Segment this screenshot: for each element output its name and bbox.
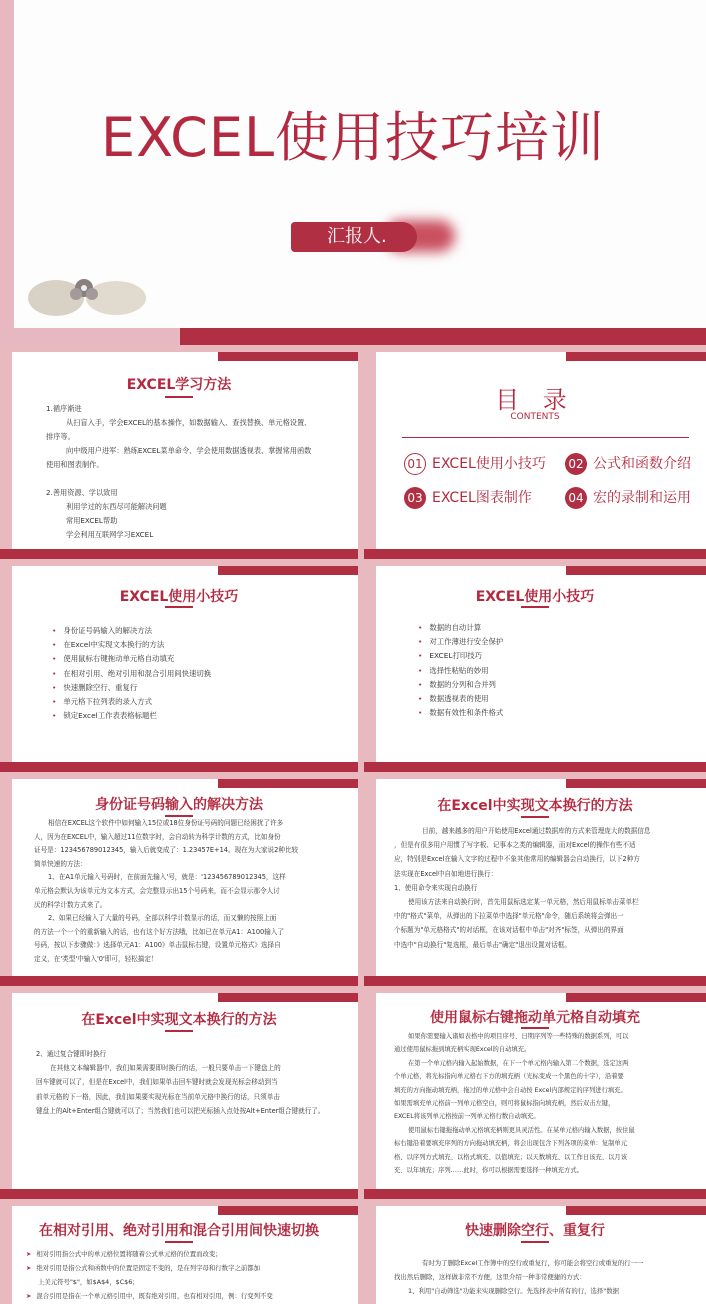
slide-remove-duplicates (364, 1206, 706, 1304)
body-line: 法实现在Excel中自如地进行换行： (394, 869, 498, 878)
body-line: 1.循序渐进 (46, 404, 82, 413)
body-line: 简单快速的方法： (34, 859, 87, 868)
toc-label: EXCEL使用小技巧 (432, 456, 546, 472)
slide-band-top (218, 352, 358, 361)
toc-label: 宏的录制和运用 (593, 490, 691, 506)
body-line: 如果你需要输入诸如表格中的项目序号、日期序列等一些特殊的数据系列，可以 (408, 1033, 629, 1040)
slide-text-wrap-1 (364, 779, 706, 986)
list-item: • 数据透视表的使用 (418, 692, 698, 706)
slide-band-bottom (364, 1189, 706, 1199)
list-item: • 数据的分列和合并列 (418, 678, 698, 692)
body-line: EXCEL将该列单元格按前一列单元格行数自动填充。 (394, 1113, 540, 1121)
reporter-badge: 汇报人. (291, 222, 417, 252)
body-line: 有时为了删除Excel工作簿中的空行或重复行，你可能会将空行或重复的行一一 (422, 1259, 644, 1267)
title-underline (165, 1030, 193, 1032)
body-line: 目前，越来越多的用户开始使用Excel通过数据库的方式来管理庞大的数据信息 (422, 827, 651, 835)
body-line: 从扫盲入手，学会EXCEL的基本操作，如数据输入、查找替换、单元格设置、 (66, 418, 312, 427)
body-line: 厌的科学计数方式来了。 (34, 900, 107, 909)
slide-contents (364, 352, 706, 559)
title-underline (165, 396, 193, 398)
body-line: 找出然后删除，这样做非常不方便，这里介绍一种非常便捷的方式： (394, 1273, 586, 1281)
list-item: • 身份证号码输入的解决方法 (52, 624, 352, 638)
body-line: 格、以序列方式填充、以格式填充、以值填充；以天数填充、以工作日该充、以月该 (394, 1153, 627, 1161)
slide-title: EXCEL使用小技巧 (119, 589, 239, 605)
body-line: 的方法一个一个的重新输入的话，也有这个好方法哦，比如已在单元A1：A100输入了 (34, 927, 284, 936)
list-item: • 单元格下拉列表的录入方式 (52, 695, 352, 709)
slide-learning-methods (0, 352, 358, 559)
body-line: 中的"格式"菜单，从弹出的下拉菜单中选择"单元格"命令，随后系统将会弹出一 (394, 912, 624, 921)
body-line: 中选中"自动换行"复选框，最后单击"确定"退出设置对话框。 (394, 940, 571, 949)
slide-title: EXCEL学习方法 (126, 377, 232, 393)
slide-band-bottom (364, 762, 706, 772)
body-line: 排序等。 (46, 432, 75, 441)
cover-slide (0, 0, 706, 345)
body-line: 如果需填充单元格前一列单元格空白，则可将鼠标指向填充柄，然后双击左键， (394, 1100, 615, 1108)
body-line: ➤ 绝对引用是指公式和函数中的位置是固定不变的，是在列字母和行数字之前都加 (26, 1264, 261, 1272)
slide-title: 在Excel中实现文本换行的方法 (437, 798, 633, 814)
body-line: 定义，在'类型'中输入'0'即可，轻松搞定！ (34, 954, 158, 963)
toc-item-functions[interactable] (565, 453, 691, 475)
body-line: 1、利用"自动筛选"功能来实现删除空行。先选择表中所有的行，选择"数据 (408, 1287, 619, 1295)
slide-body (394, 1256, 700, 1298)
body-line: 相信在EXCEL这个软件中如何输入15位或18位身份证号码的问题已经困扰了许多 (48, 819, 284, 827)
body-line: 个标题为"单元格格式"的对话框，在该对话框中单击"对齐"标签，从弹出的界面 (394, 926, 624, 935)
title-underline (165, 606, 193, 608)
slide-band-bottom (0, 1189, 358, 1199)
body-line: 1、使用命令来实现自动换行 (394, 883, 478, 892)
list-item: • 锁定Excel工作表表格标题栏 (52, 709, 352, 723)
tips-list (418, 621, 698, 720)
slide-title: 使用鼠标右键拖动单元格自动填充 (430, 1010, 640, 1026)
list-item: • EXCEL打印技巧 (418, 649, 698, 663)
body-line: 前单元格的下一格，因此，我们如果要实现光标在当前单元格中换行的话，只须单击 (36, 1092, 280, 1101)
title-underline (521, 606, 549, 608)
list-item: • 对工作薄进行安全保护 (418, 635, 698, 649)
cover-bottom-band (180, 328, 706, 345)
body-line: 在其他文本编辑器中，我们如果需要即时换行的话，一般只要单击一下键盘上的 (50, 1064, 281, 1073)
body-line: 标右键沿着要填充序列的方向拖动填充柄，将会出现包含下列各项的菜单：复制单元 (394, 1140, 627, 1148)
body-line: 1、在A1单元输入号码时，在前面先输入'号，就是：'123456789012345，这样 (48, 873, 286, 882)
slide-body (26, 1247, 352, 1303)
toc-number: 01 (404, 453, 426, 475)
body-line: 个单元格，将光标指向单元格右下方的填充柄（光标变成一个黑色的十字），沿着要 (394, 1073, 624, 1081)
toc-number: 04 (565, 487, 587, 509)
title-underline (165, 1241, 193, 1243)
list-item: • 选择性粘贴的妙用 (418, 664, 698, 678)
slide-band-top (566, 1206, 706, 1215)
list-item: • 数据有效性和条件格式 (418, 706, 698, 720)
toc-item-macros[interactable] (565, 487, 691, 509)
body-line: 使用该方法来自动换行时，首先用鼠标选定某一单元格，然后用鼠标单击菜单栏 (408, 898, 639, 907)
body-line: 2、通过复合键即时换行 (36, 1050, 107, 1058)
slide-body (394, 1030, 700, 1177)
list-item: • 快速删除空行、重复行 (52, 681, 352, 695)
slide-band-bottom (0, 549, 358, 559)
body-line: 证号是：123456789012345，输入后就变成了：1.23457E+14。现在为大家说2种比较 (34, 846, 299, 855)
slide-title: 在相对引用、绝对引用和混合引用间快速切换 (39, 1223, 319, 1239)
slide-tips-2 (364, 566, 706, 772)
slide-band-top (218, 779, 358, 788)
slide-band-top (566, 779, 706, 788)
title-underline (521, 1027, 549, 1029)
body-line: 上美元符号"$"，如$A$4，$C$6； (38, 1278, 139, 1286)
toc-item-charts[interactable] (404, 487, 532, 509)
title-underline (521, 816, 549, 818)
body-line: 单元格会默认为该单元为文本方式，会完整显示出15个号码来，而不会显示那令人讨 (34, 886, 280, 895)
body-line: 回车键就可以了，但是在Excel中，我们如果单击回车键时就会发现光标会移动到当 (36, 1078, 278, 1087)
slide-title: 快速删除空行、重复行 (465, 1223, 605, 1239)
slide-body (394, 824, 700, 952)
toc-subtitle: CONTENTS (510, 412, 560, 422)
list-item: • 数据的自动计算 (418, 621, 698, 635)
slide-id-number (0, 779, 358, 986)
slide-body (36, 1047, 354, 1118)
cover-title: EXCEL使用技巧培训 (100, 106, 606, 169)
body-line: ➤ 相对引用指公式中的单元格位置将随着公式单元格的位置而改变； (26, 1250, 222, 1258)
gemstone-decoration-icon (26, 268, 146, 318)
slide-band-top (218, 566, 358, 575)
toc-number: 02 (565, 453, 587, 475)
slide-band-top (566, 566, 706, 575)
body-line: 学会利用互联网学习EXCEL (66, 530, 154, 539)
slide-band-bottom (364, 976, 706, 986)
slide-band-top (218, 993, 358, 1002)
body-line: 应，特别是Excel在输入文字的过程中不象其他常用的编辑器会自动换行，以下2种方 (394, 855, 640, 864)
body-line: 利用学过的东西尽可能解决问题 (66, 502, 167, 511)
slide-tips-1 (0, 566, 358, 772)
list-item: • 在Excel中实现文本换行的方法 (52, 638, 352, 652)
slide-references (0, 1206, 358, 1304)
body-line: 填充的方向拖动填充柄，拖过的单元格中会自动按 Excel内部规定的序列进行填充。 (394, 1086, 627, 1094)
toc-title: 目 录 (495, 386, 575, 414)
body-line: ，但是有很多用户用惯了写字板、记事本之类的编辑器，而对Excel的操作有些不适 (394, 841, 636, 850)
slide-title: 在Excel中实现文本换行的方法 (81, 1012, 277, 1028)
body-line: 号码，按以下步骤做：》选择单元A1：A100》单击鼠标右键，设置单元格式》选择自 (34, 941, 281, 950)
toc-divider (402, 437, 689, 438)
body-line: 在第一个单元格内输入起始数据，在下一个单元格内输入第二个数据，选定这两 (408, 1059, 629, 1067)
body-line: 向中级用户进军：熟练EXCEL菜单命令、学会使用数据透视表、掌握常用函数 (66, 446, 312, 455)
title-underline (521, 1241, 549, 1243)
toc-label: 公式和函数介绍 (593, 456, 691, 472)
slide-title: EXCEL使用小技巧 (475, 589, 595, 605)
list-item: • 使用鼠标右键拖动单元格自动填充 (52, 652, 352, 666)
toc-item-tips[interactable] (404, 453, 546, 475)
slide-band-bottom (0, 762, 358, 772)
body-line: 人，因为在EXCEL中，输入超过11位数字时，会自动转为科学计数的方式，比如身份 (34, 832, 281, 841)
slide-band-top (566, 352, 706, 361)
body-line: 通过使用鼠标拖到填充柄实现Excel的自动填充。 (394, 1046, 531, 1054)
body-line: 使用和图表制作。 (46, 460, 104, 469)
slide-band-top (566, 993, 706, 1002)
toc-number: 03 (404, 487, 426, 509)
slide-title: 身份证号码输入的解决方法 (95, 797, 263, 813)
body-line: 键盘上的Alt+Enter组合键就可以了；当然我们也可以把光标插入点处按Alt+Enter组合键就行了。 (36, 1106, 325, 1115)
tips-list (52, 624, 352, 723)
slide-band-bottom (0, 976, 358, 986)
body-line: 使用鼠标右键拖拖动单元格填充柄则更具灵活性。在某单元格内输入数据，按住鼠 (408, 1126, 635, 1134)
slide-band-top (218, 1206, 358, 1215)
slide-body (46, 402, 346, 542)
slide-body (34, 817, 350, 967)
body-line: 充、以年填充；序列……此时，你可以根据需要选择一种填充方式。 (394, 1167, 583, 1175)
body-line: ➤ 混合引用是指在一个单元格引用中，既有绝对引用，也有相对引用，例：行变列不变 (26, 1292, 273, 1300)
body-line: 2、如果已经输入了大量的号码，全部以科学计数显示的话，而又懒的按照上面 (48, 914, 277, 923)
slide-text-wrap-2 (0, 993, 358, 1199)
toc-label: EXCEL图表制作 (432, 490, 532, 506)
slide-band-bottom (364, 549, 706, 559)
list-item: • 在相对引用、绝对引用和混合引用间快速切换 (52, 667, 352, 681)
body-line: 2.善用资源、学以致用 (46, 488, 118, 497)
body-line: 常用EXCEL帮助 (66, 516, 118, 525)
slide-autofill (364, 993, 706, 1199)
